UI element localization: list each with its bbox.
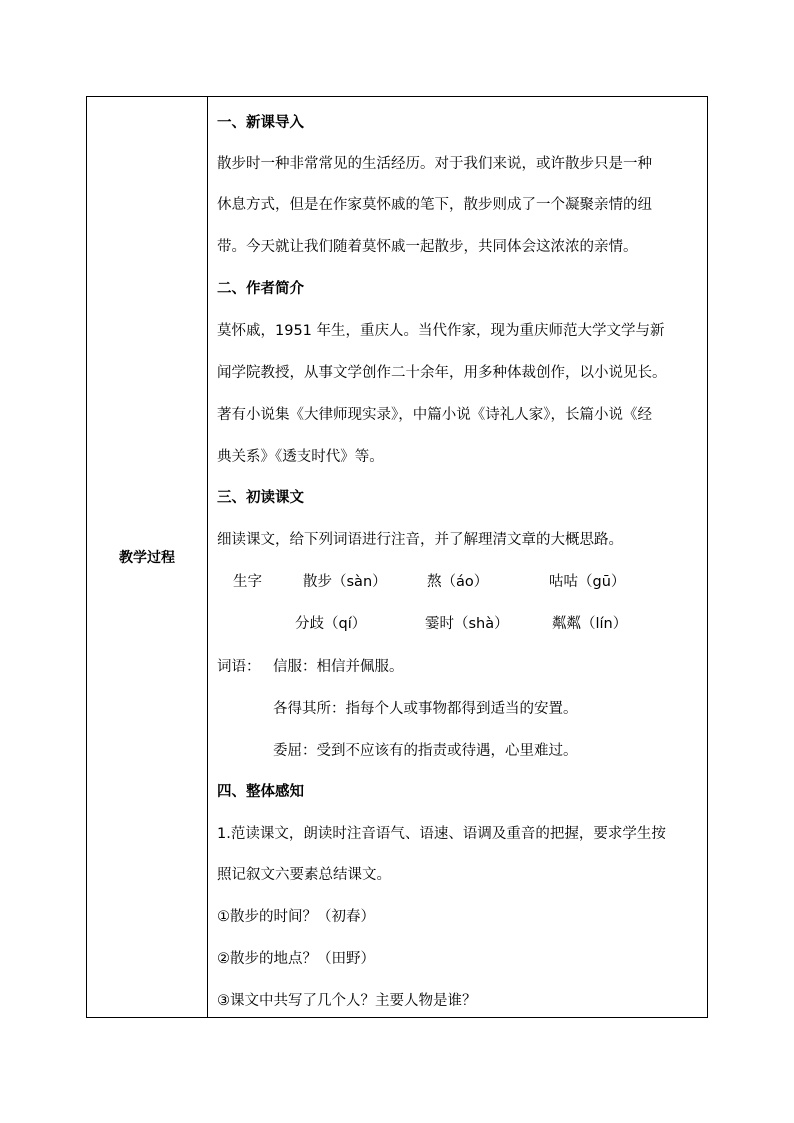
ciyu-label: 词语： [217, 659, 261, 675]
vocab-word: 咕咕（gū） [549, 574, 626, 590]
vocab-word: 分歧（qí） [295, 616, 367, 632]
section-heading: 一、新课导入 [217, 115, 304, 131]
paragraph-line: 休息方式，但是在作家莫怀戚的笔下，散步则成了一个凝聚亲情的纽 [217, 197, 652, 213]
vocab-word: 粼粼（lín） [552, 616, 628, 632]
paragraph-line: 莫怀戚，1951 年生，重庆人。当代作家，现为重庆师范大学文学与新 [217, 323, 665, 339]
question-line: ③课文中共写了几个人？主要人物是谁？ [217, 993, 477, 1009]
paragraph-line: 细读课文，给下列词语进行注音，并了解理清文章的大概思路。 [217, 532, 623, 548]
question-line: ②散步的地点？（田野） [217, 951, 375, 967]
column-divider [207, 97, 208, 1017]
section-heading: 二、作者简介 [217, 281, 304, 297]
vocab-word: 散步（sàn） [303, 574, 387, 590]
ciyu-definition: 委屈：受到不应该有的指责或待遇，心里难过。 [273, 743, 578, 759]
paragraph-line: 著有小说集《大律师现实录》，中篇小说《诗礼人家》，长篇小说《经 [217, 407, 652, 423]
row-label: 教学过程 [119, 550, 175, 566]
vocab-word: 熬（áo） [427, 574, 489, 590]
shengzi-label: 生字 [233, 574, 262, 590]
lesson-table [86, 96, 708, 1018]
ciyu-definition: 信服：相信并佩服。 [273, 659, 404, 675]
paragraph-line: 散步时一种非常常见的生活经历。对于我们来说，或许散步只是一种 [217, 156, 652, 172]
paragraph-line: 闻学院教授，从事文学创作二十余年，用多种体裁创作，以小说见长。 [217, 365, 667, 381]
question-line: ①散步的时间？（初春） [217, 909, 375, 925]
paragraph-line: 带。今天就让我们随着莫怀戚一起散步，共同体会这浓浓的亲情。 [217, 239, 638, 255]
paragraph-line: 典关系》《透支时代》等。 [217, 449, 384, 465]
paragraph-line: 1.范读课文，朗读时注音语气、语速、语调及重音的把握，要求学生按 [217, 826, 666, 842]
vocab-word: 霎时（shà） [425, 616, 509, 632]
ciyu-definition: 各得其所：指每个人或事物都得到适当的安置。 [273, 701, 578, 717]
section-heading: 三、初读课文 [217, 490, 304, 506]
section-heading: 四、整体感知 [217, 784, 304, 800]
paragraph-line: 照记叙文六要素总结课文。 [217, 867, 391, 883]
